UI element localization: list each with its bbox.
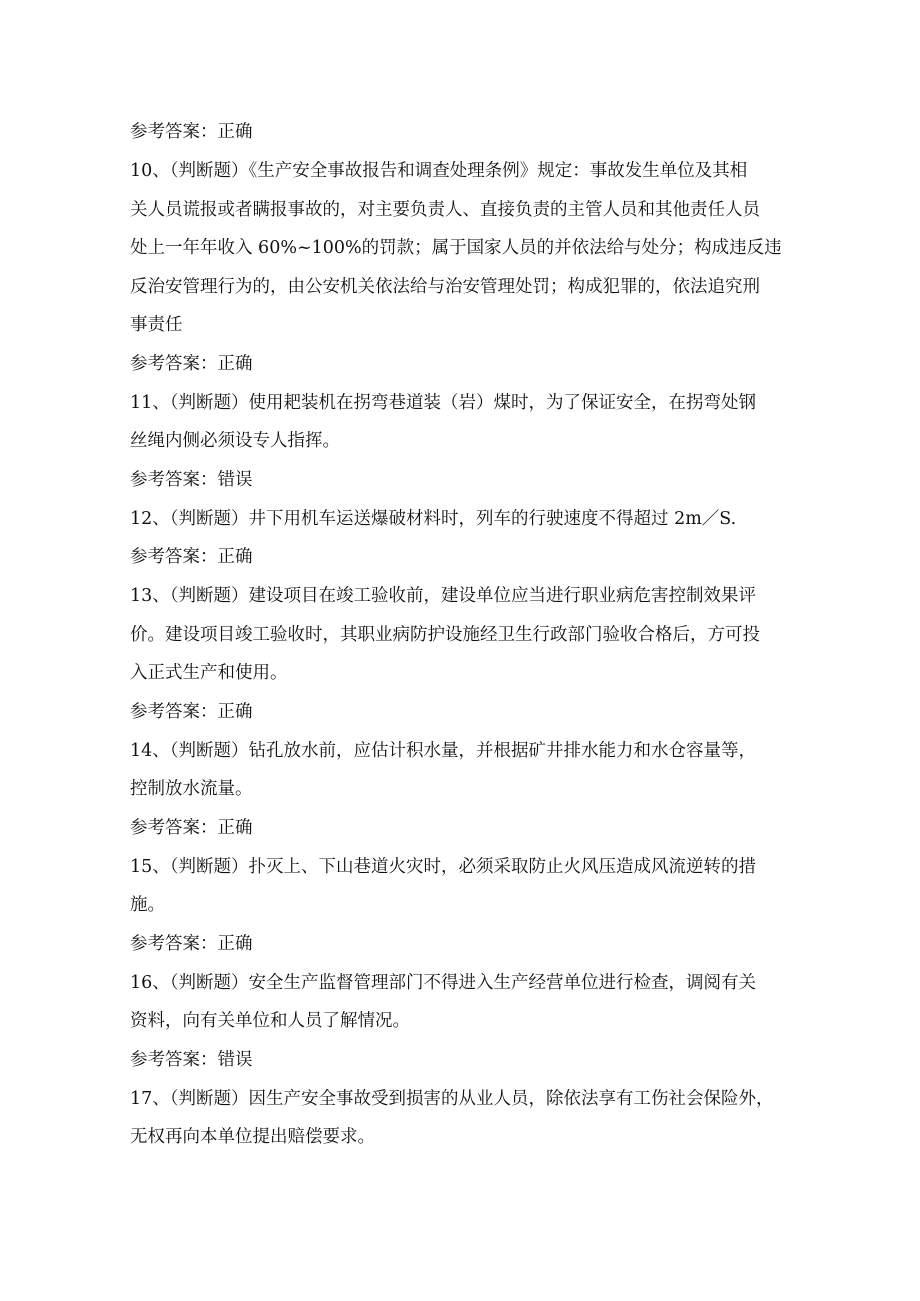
question-10-line-1: 10、（判断题）《生产安全事故报告和调查处理条例》规定：事故发生单位及其相 bbox=[130, 161, 748, 181]
question-12-line-1: 12、（判断题）井下用机车运送爆破材料时，列车的行驶速度不得超过 2m／S. bbox=[130, 508, 737, 529]
answer-line: 参考答案：正确 bbox=[130, 701, 253, 722]
answer-line: 参考答案：正确 bbox=[130, 122, 253, 142]
answer-line: 参考答案：错误 bbox=[130, 1049, 253, 1070]
question-10-line-5: 事责任 bbox=[130, 315, 183, 335]
question-13-line-1: 13、（判断题）建设项目在竣工验收前，建设单位应当进行职业病危害控制效果评 bbox=[130, 586, 757, 606]
answer-line: 参考答案：正确 bbox=[130, 933, 253, 954]
question-list bbox=[130, 113, 802, 1157]
question-14-line-1: 14、（判断题）钻孔放水前，应估计积水量，并根据矿井排水能力和水仓容量等， bbox=[130, 740, 757, 761]
question-10-line-4: 反治安管理行为的，由公安机关依法给与治安管理处罚；构成犯罪的，依法追究刑 bbox=[130, 276, 760, 297]
question-16-line-2: 资料，向有关单位和人员了解情况。 bbox=[130, 1011, 410, 1031]
question-15-line-1: 15、（判断题）扑灭上、下山巷道火灾时，必须采取防止火风压造成风流逆转的措 bbox=[130, 856, 757, 877]
answer-line: 参考答案：正确 bbox=[130, 817, 253, 838]
question-10-line-3: 处上一年年收入 60%~100%的罚款；属于国家人员的并依法给与处分；构成违反违 bbox=[130, 238, 782, 258]
question-13-line-2: 价。建设项目竣工验收时，其职业病防护设施经卫生行政部门验收合格后，方可投 bbox=[130, 624, 760, 645]
answer-line: 参考答案：正确 bbox=[130, 353, 253, 374]
question-16-line-1: 16、（判断题）安全生产监督管理部门不得进入生产经营单位进行检查，调阅有关 bbox=[130, 972, 757, 993]
question-17-line-1: 17、（判断题）因生产安全事故受到损害的从业人员，除依法享有工伤社会保险外， bbox=[130, 1088, 774, 1109]
question-17-line-2: 无权再向本单位提出赔偿要求。 bbox=[130, 1127, 375, 1147]
question-11-line-1: 11、（判断题）使用耙装机在拐弯巷道装（岩）煤时，为了保证安全，在拐弯处钢 bbox=[130, 392, 757, 413]
question-15-line-2: 施。 bbox=[130, 895, 165, 915]
question-11-line-2: 丝绳内侧必须设专人指挥。 bbox=[130, 431, 340, 451]
question-10-line-2: 关人员谎报或者瞒报事故的，对主要负责人、直接负责的主管人员和其他责任人员 bbox=[130, 199, 760, 220]
question-14-line-2: 控制放水流量。 bbox=[130, 779, 253, 799]
answer-line: 参考答案：错误 bbox=[130, 469, 253, 490]
answer-line: 参考答案：正确 bbox=[130, 547, 253, 567]
question-13-line-3: 入正式生产和使用。 bbox=[130, 663, 288, 683]
